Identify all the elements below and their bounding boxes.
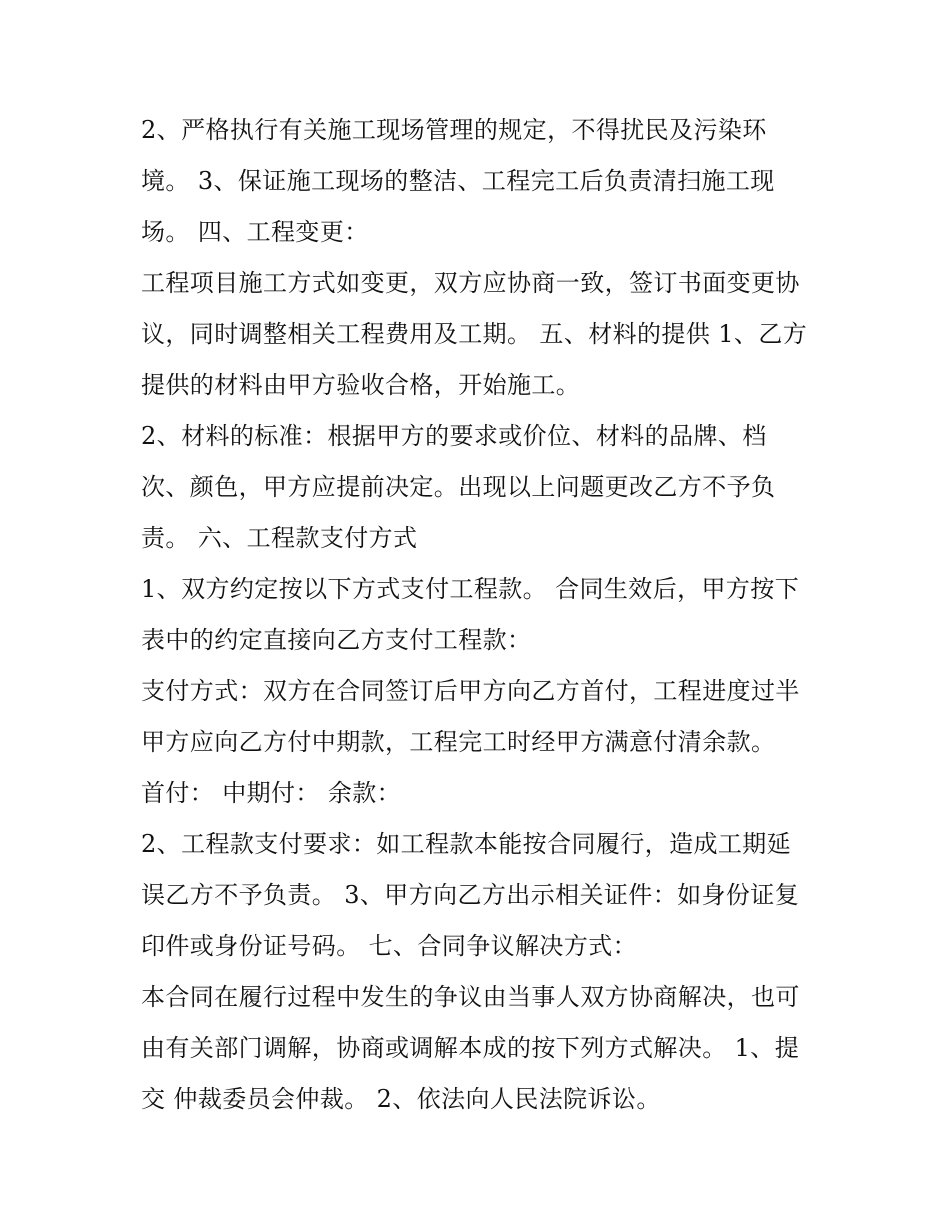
text-line: 工程项目施工方式如变更，双方应协商一致，签订书面变更协 xyxy=(141,269,800,297)
text-line: 甲方应向乙方付中期款，工程完工时经甲方满意付清余款。 xyxy=(141,728,776,756)
text-line: 场。 四、工程变更： xyxy=(141,218,369,246)
text-line: 支付方式：双方在合同签订后甲方向乙方首付，工程进度过半 xyxy=(141,677,800,705)
text-line: 次、颜色，甲方应提前决定。出现以上问题更改乙方不予负 xyxy=(141,473,776,501)
text-line: 2、材料的标准：根据甲方的要求或价位、材料的品牌、档 xyxy=(141,422,767,450)
text-line: 交 仲裁委员会仲裁。 2、依法向人民法院诉讼。 xyxy=(141,1085,661,1113)
text-line: 责。 六、工程款支付方式 xyxy=(141,524,418,552)
text-line: 由有关部门调解，协商或调解本成的按下列方式解决。 1、提 xyxy=(141,1034,800,1062)
text-line: 误乙方不予负责。 3、甲方向乙方出示相关证件：如身份证复 xyxy=(141,881,800,909)
text-line: 1、双方约定按以下方式支付工程款。 合同生效后，甲方按下 xyxy=(141,575,800,603)
text-line: 议，同时调整相关工程费用及工期。 五、材料的提供 1、乙方 xyxy=(141,320,808,348)
text-line: 表中的约定直接向乙方支付工程款： xyxy=(141,626,532,654)
text-line: 2、严格执行有关施工现场管理的规定，不得扰民及污染环 xyxy=(141,116,767,144)
text-line: 首付： 中期付： 余款： xyxy=(141,779,402,807)
text-line: 境。 3、保证施工现场的整洁、工程完工后负责清扫施工现 xyxy=(141,167,775,195)
text-line: 本合同在履行过程中发生的争议由当事人双方协商解决，也可 xyxy=(141,983,800,1011)
text-line: 提供的材料由甲方验收合格，开始施工。 xyxy=(141,371,581,399)
text-line: 印件或身份证号码。 七、合同争议解决方式： xyxy=(141,932,638,960)
text-line: 2、工程款支付要求：如工程款本能按合同履行，造成工期延 xyxy=(141,830,792,858)
document-body xyxy=(141,105,821,1125)
